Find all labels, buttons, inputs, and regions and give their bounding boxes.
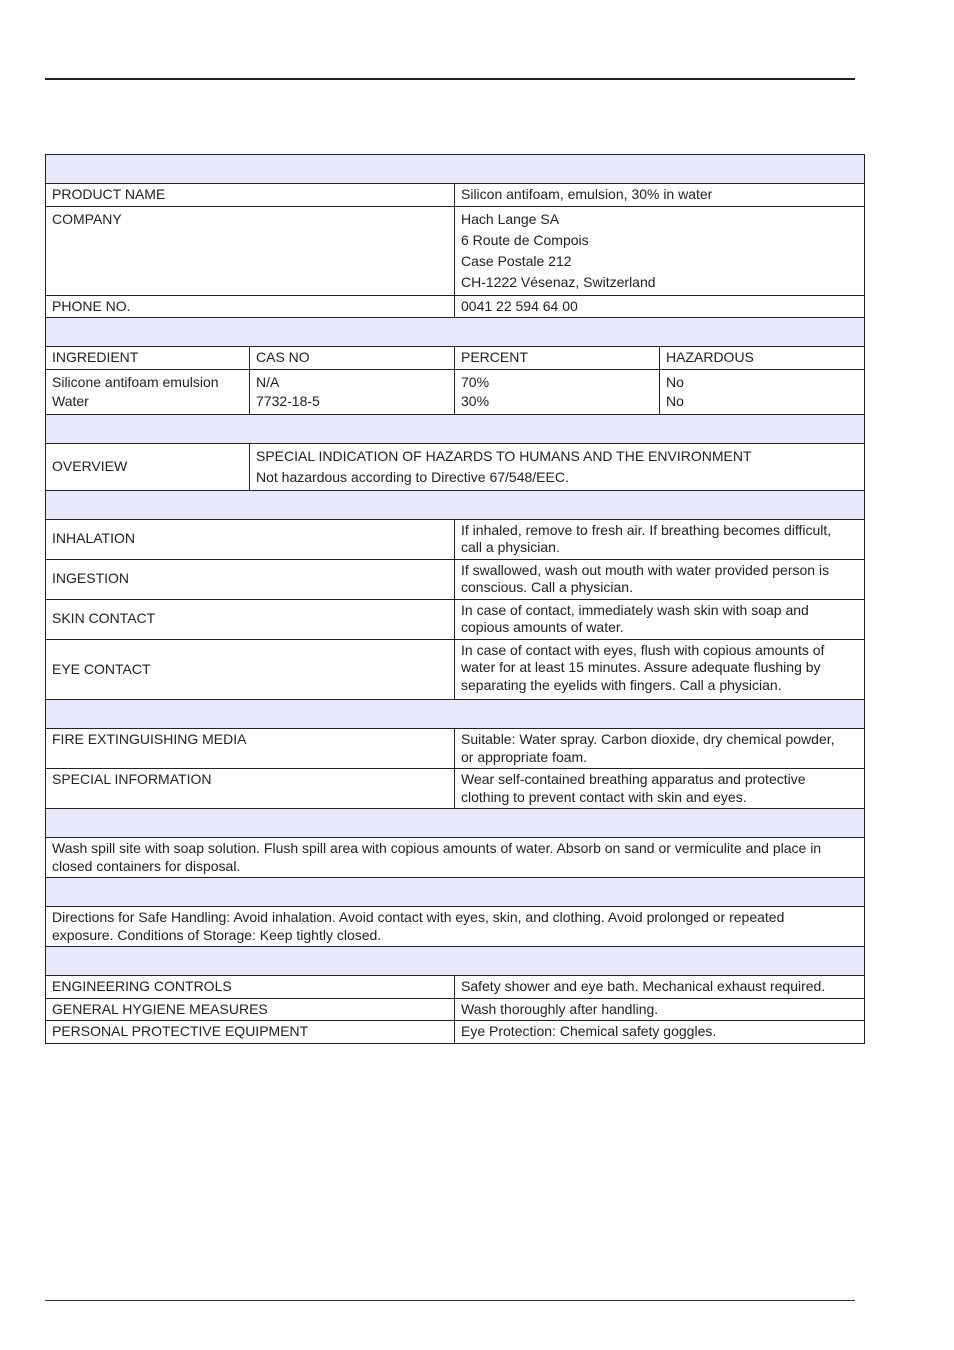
text-line: Wear self-contained breathing apparatus and protective	[461, 771, 806, 787]
first-aid-label: EYE CONTACT	[46, 639, 455, 700]
table-row	[46, 907, 865, 947]
section-band	[46, 947, 865, 976]
section-band	[46, 414, 865, 443]
first-aid-value	[455, 519, 865, 559]
first-aid-value	[455, 639, 865, 700]
exposure-label: ENGINEERING CONTROLS	[46, 976, 455, 999]
hazardous-value: No	[666, 373, 684, 390]
table-row	[46, 206, 865, 295]
text-line: or appropriate foam.	[461, 748, 588, 765]
text-line: If swallowed, wash out mouth with water provided person is	[461, 561, 830, 578]
section-band	[46, 490, 865, 519]
table-row	[46, 599, 865, 639]
cas-cell	[250, 369, 455, 414]
composition-rows	[46, 369, 865, 414]
exposure-value: Wash thoroughly after handling.	[455, 998, 865, 1021]
exposure-value: Eye Protection: Chemical safety goggles.	[455, 1021, 865, 1044]
footer-rule	[45, 1300, 855, 1301]
company-label: COMPANY	[46, 206, 455, 295]
table-row	[46, 519, 865, 559]
section-band	[46, 318, 865, 347]
exposure-value: Safety shower and eye bath. Mechanical exhaust required.	[455, 976, 865, 999]
text-line: exposure. Conditions of Storage: Keep tightly closed.	[52, 926, 382, 943]
phone-value: 0041 22 594 64 00	[455, 295, 865, 318]
text-line: In case of contact with eyes, flush with copious amounts of	[461, 641, 825, 658]
hazards-heading: SPECIAL INDICATION OF HAZARDS TO HUMANS AND THE ENVIRONMENT	[256, 447, 752, 464]
section-band-first-aid	[46, 490, 865, 519]
percent-cell	[455, 369, 660, 414]
product-name-value: Silicon antifoam, emulsion, 30% in water	[455, 184, 865, 207]
text-line: call a physician.	[461, 539, 560, 555]
safety-data-table	[45, 154, 865, 1044]
fire-value	[455, 729, 865, 769]
column-header: PERCENT	[455, 347, 660, 370]
product-name-label: PRODUCT NAME	[46, 184, 455, 207]
ingredient-name: Silicone antifoam emulsion	[52, 373, 219, 390]
table-row	[46, 729, 865, 769]
section-band-handling	[46, 878, 865, 907]
first-aid-value	[455, 559, 865, 599]
hazardous-cell	[660, 369, 865, 414]
phone-label: PHONE NO.	[46, 295, 455, 318]
column-header: CAS NO	[250, 347, 455, 370]
first-aid-label: INGESTION	[46, 559, 455, 599]
company-line: CH-1222 Vésenaz, Switzerland	[461, 273, 656, 290]
table-row	[46, 1021, 865, 1044]
table-row	[46, 998, 865, 1021]
fire-label: FIRE EXTINGUISHING MEDIA	[46, 729, 455, 769]
ingredient-name: Water	[52, 392, 89, 409]
composition-header-row	[46, 347, 865, 370]
section-band-spill	[46, 809, 865, 838]
handling-text	[46, 907, 865, 947]
fire-label: SPECIAL INFORMATION	[46, 769, 455, 809]
company-line: Case Postale 212	[461, 252, 572, 269]
exposure-label: PERSONAL PROTECTIVE EQUIPMENT	[46, 1021, 455, 1044]
table-row	[46, 976, 865, 999]
text-line: Wash spill site with soap solution. Flush spill area with copious amounts of water. Absorb on sand or vermiculite and place in	[52, 840, 822, 856]
section-band	[46, 878, 865, 907]
column-header: INGREDIENT	[46, 347, 250, 370]
section-band-identification	[46, 155, 865, 184]
section-band-exposure	[46, 947, 865, 976]
section-band-fire-fighting	[46, 700, 865, 729]
section-band	[46, 155, 865, 184]
cas-number: N/A	[256, 373, 280, 390]
table-row	[46, 184, 865, 207]
first-aid-label: SKIN CONTACT	[46, 599, 455, 639]
overview-label: OVERVIEW	[46, 443, 250, 490]
section-band-composition	[46, 318, 865, 347]
fire-value	[455, 769, 865, 809]
header-rule	[45, 78, 855, 80]
exposure-label: GENERAL HYGIENE MEASURES	[46, 998, 455, 1021]
table-row	[46, 769, 865, 809]
text-line: If inhaled, remove to fresh air. If breathing becomes difficult,	[461, 521, 832, 538]
spill-text	[46, 838, 865, 878]
text-line: copious amounts of water.	[461, 619, 624, 635]
table-row	[46, 443, 865, 490]
company-line: Hach Lange SA	[461, 210, 560, 227]
table-row	[46, 838, 865, 878]
text-line: separating the eyelids with fingers. Call a physician.	[461, 676, 782, 693]
cas-number: 7732-18-5	[256, 392, 320, 409]
table-row	[46, 559, 865, 599]
text-line: In case of contact, immediately wash skin with soap and	[461, 601, 809, 618]
ingredient-cell	[46, 369, 250, 414]
first-aid-label: INHALATION	[46, 519, 455, 559]
table-row	[46, 295, 865, 318]
text-line: Suitable: Water spray. Carbon dioxide, dry chemical powder,	[461, 731, 835, 747]
hazardous-value: No	[666, 392, 684, 409]
first-aid-value	[455, 599, 865, 639]
text-line: water for at least 15 minutes. Assure adequate flushing by	[461, 659, 821, 675]
section-band	[46, 700, 865, 729]
company-value	[455, 206, 865, 295]
overview-value	[250, 443, 865, 490]
percent-value: 70%	[461, 373, 490, 390]
text-line: Directions for Safe Handling: Avoid inhalation. Avoid contact with eyes, skin, and clothing. Avoid prolonged or repeated	[52, 909, 785, 925]
text-line: conscious. Call a physician.	[461, 579, 633, 595]
section-band-hazards	[46, 414, 865, 443]
percent-value: 30%	[461, 392, 490, 409]
section-band	[46, 809, 865, 838]
table-row	[46, 639, 865, 700]
company-line: 6 Route de Compois	[461, 231, 589, 248]
column-header: HAZARDOUS	[660, 347, 865, 370]
text-line: clothing to prevent contact with skin and eyes.	[461, 788, 747, 805]
text-line: closed containers for disposal.	[52, 857, 241, 874]
hazards-text: Not hazardous according to Directive 67/548/EEC.	[256, 468, 569, 485]
